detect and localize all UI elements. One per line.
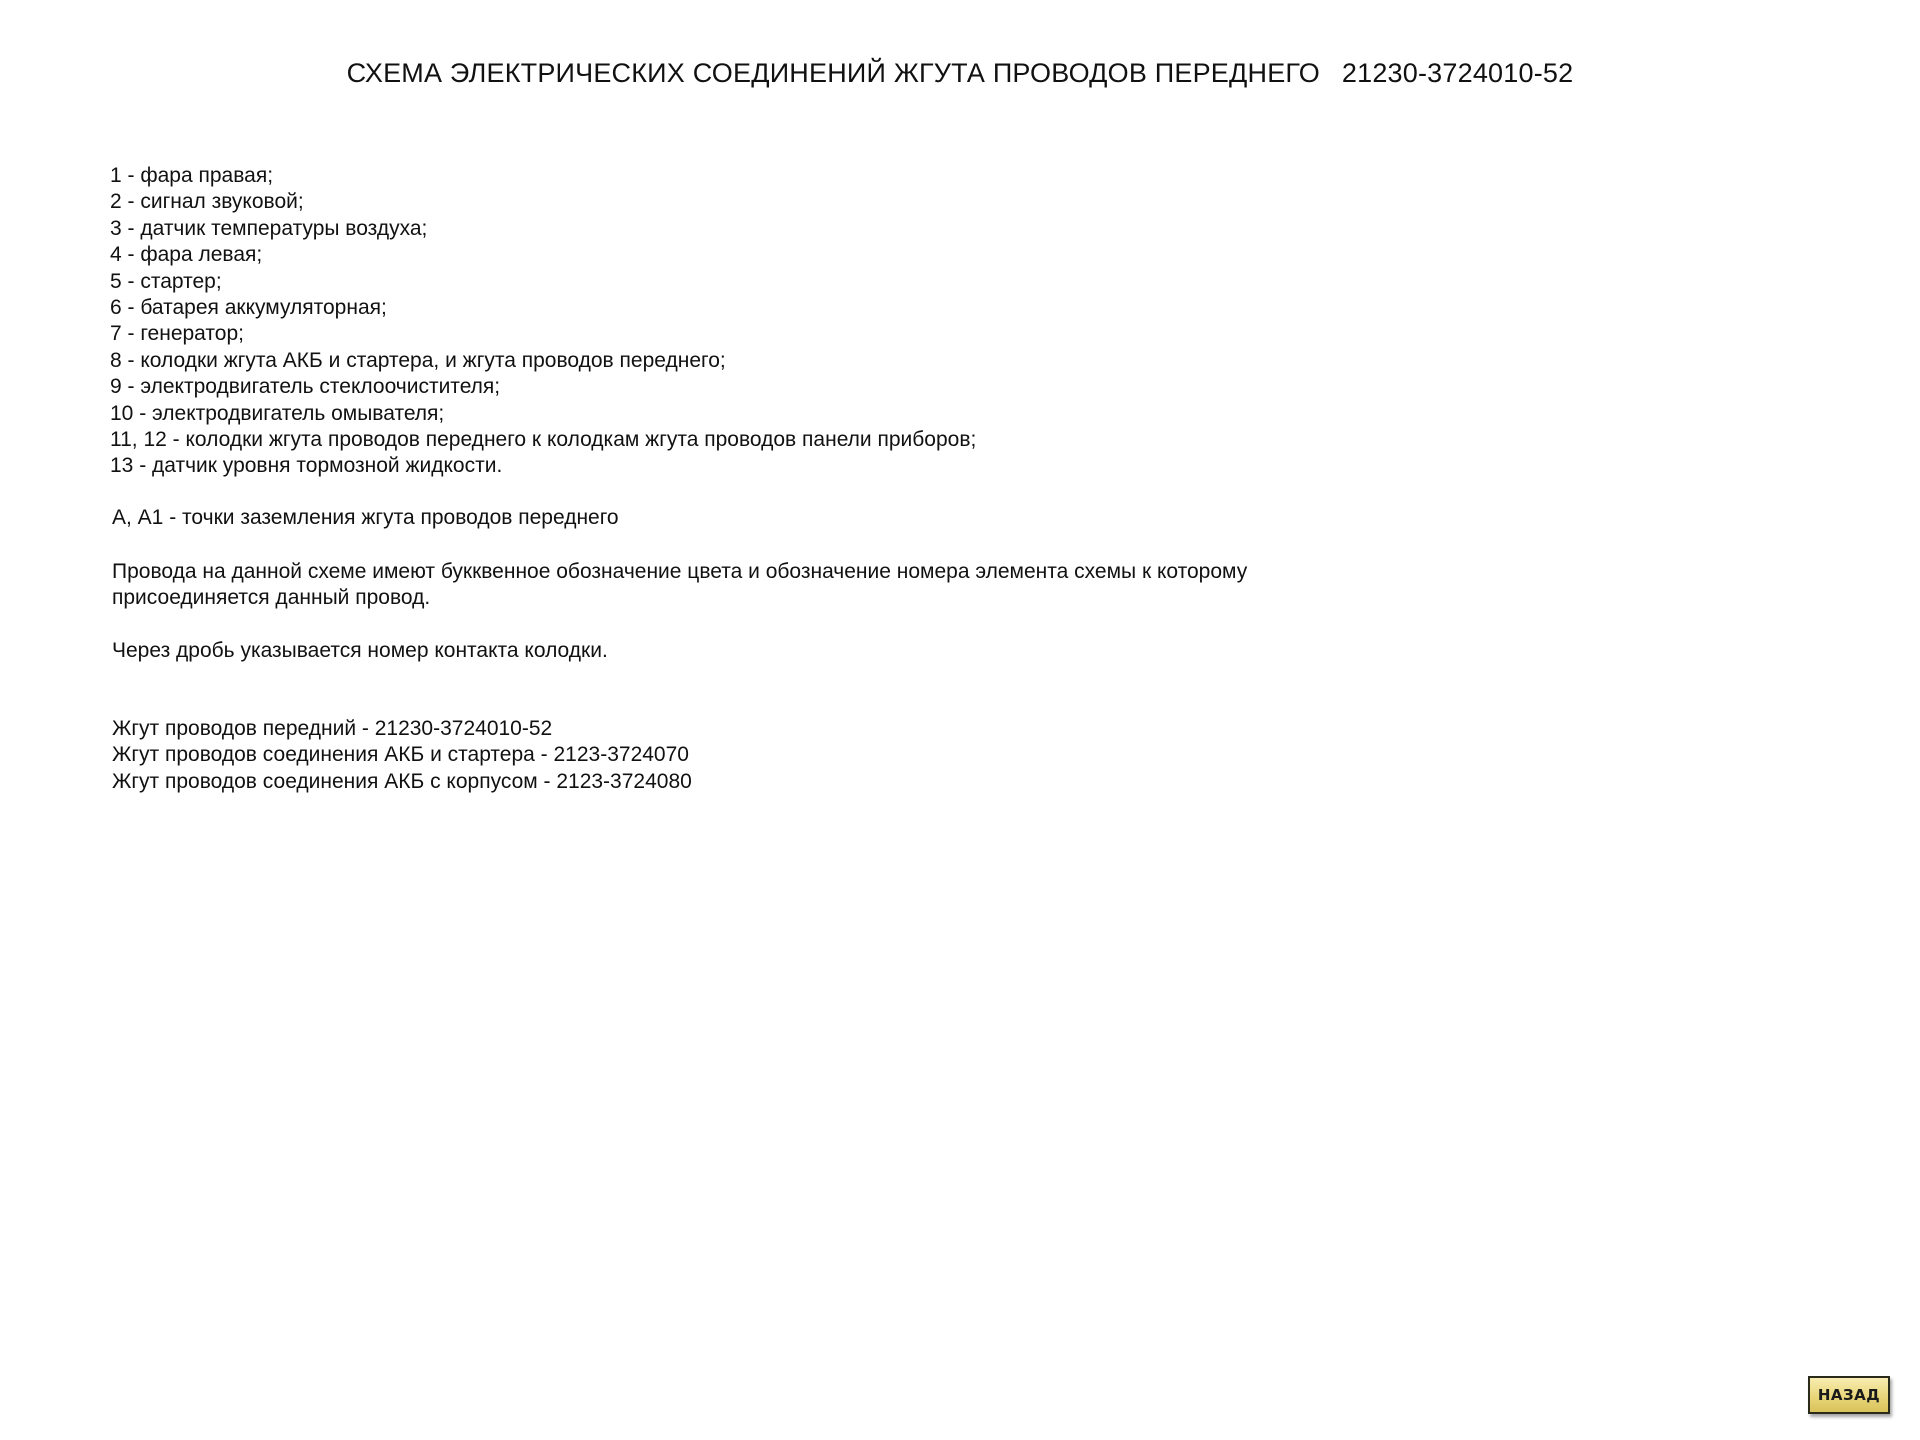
legend-item: 4 - фара левая; xyxy=(110,243,263,267)
wire-notation-note xyxy=(112,559,1247,612)
legend-item: 8 - колодки жгута АКБ и стартера, и жгута проводов переднего; xyxy=(110,348,726,372)
component-legend xyxy=(110,163,976,480)
harness-item: Жгут проводов соединения АКБ и стартера - 2123-3724070 xyxy=(112,743,689,767)
legend-item: 3 - датчик температуры воздуха; xyxy=(110,216,428,240)
wire-notation-line: присоединяется данный провод. xyxy=(112,586,431,610)
harness-list xyxy=(112,716,692,795)
legend-item: 1 - фара правая; xyxy=(110,164,274,187)
harness-code: 21230-3724010-52 xyxy=(1341,58,1574,88)
harness-item: Жгут проводов соединения АКБ с корпусом - 2123-3724080 xyxy=(112,769,692,793)
legend-item: 9 - электродвигатель стеклоочистителя; xyxy=(110,375,501,399)
legend-item: 13 - датчик уровня тормозной жидкости. xyxy=(110,454,503,478)
legend-item: 2 - сигнал звуковой; xyxy=(110,190,304,214)
legend-item: 11, 12 - колодки жгута проводов переднего к колодкам жгута проводов панели приборов; xyxy=(110,428,977,452)
legend-item: 6 - батарея аккумуляторная; xyxy=(110,296,387,320)
legend-item: 5 - стартер; xyxy=(110,269,222,293)
ground-points-note: А, А1 - точки заземления жгута проводов переднего xyxy=(112,506,619,529)
contact-number-note: Через дробь указывается номер контакта колодки. xyxy=(112,639,608,662)
legend-item: 7 - генератор; xyxy=(110,322,244,346)
page-title xyxy=(0,58,1920,89)
harness-item: Жгут проводов передний - 21230-3724010-52 xyxy=(112,717,553,740)
back-button[interactable]: НАЗАД xyxy=(1808,1376,1890,1414)
page-title-text: СХЕМА ЭЛЕКТРИЧЕСКИХ СОЕДИНЕНИЙ ЖГУТА ПРОВОДОВ ПЕРЕДНЕГО xyxy=(346,58,1320,88)
legend-item: 10 - электродвигатель омывателя; xyxy=(110,401,445,425)
wire-notation-line: Провода на данной схеме имеют букквенное обозначение цвета и обозначение номера элемента схемы к которому xyxy=(112,560,1248,583)
